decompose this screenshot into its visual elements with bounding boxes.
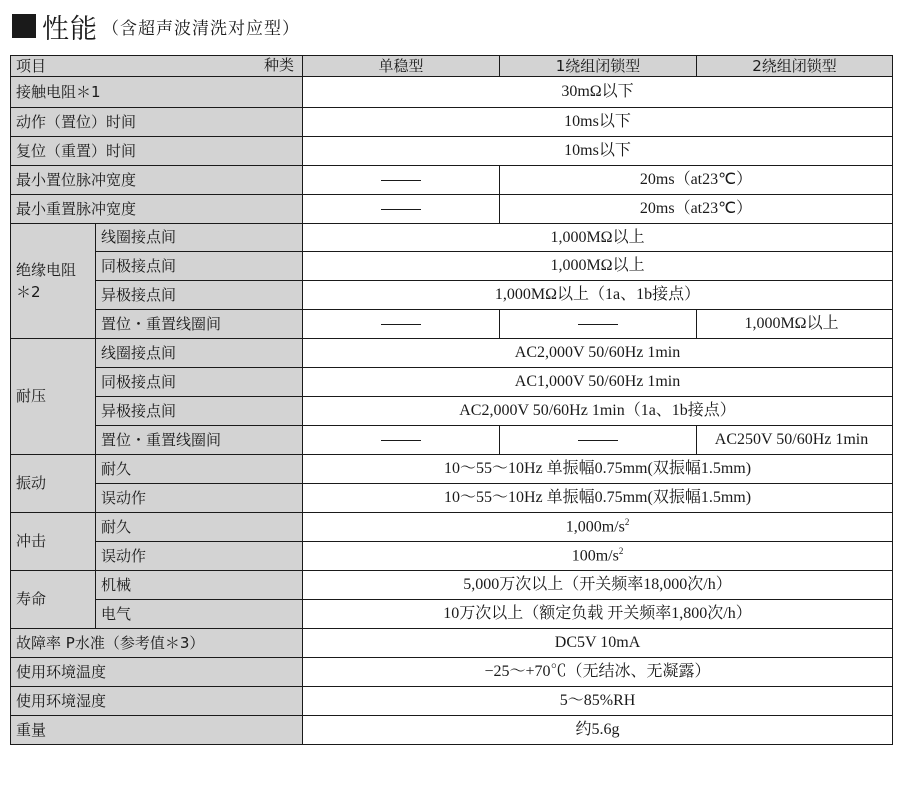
insulation-same-pole-value: 1,000MΩ以上 [303, 252, 893, 281]
table-row [11, 77, 893, 108]
table-row [11, 600, 893, 629]
table-row [11, 195, 893, 224]
table-row [11, 716, 893, 745]
min-set-pulse-label: 最小置位脉冲宽度 [11, 166, 303, 195]
insulation-label-line1: 绝缘电阻 [16, 261, 77, 279]
withstand-set-reset-value: AC250V 50/60Hz 1min [697, 426, 893, 455]
life-mechanical-label: 机械 [96, 571, 303, 600]
contact-resistance-label: 接触电阻＊1 [11, 77, 303, 108]
title-main: 性能 [42, 13, 98, 45]
dash-mark [578, 324, 618, 325]
vibration-endurance-value: 10～55～10Hz 单振幅0.75mm(双振幅1.5mm) [303, 455, 893, 484]
shock-endurance-number: 1,000m/s [565, 518, 625, 536]
table-row [11, 513, 893, 542]
vibration-malfunction-value: 10～55～10Hz 单振幅0.75mm(双振幅1.5mm) [303, 484, 893, 513]
withstand-coil-contact-label: 线圈接点间 [96, 339, 303, 368]
withstand-coil-contact-value: AC2,000V 50/60Hz 1min [303, 339, 893, 368]
shock-endurance-label: 耐久 [96, 513, 303, 542]
header-col-1-coil-latching: 1绕组闭锁型 [500, 56, 697, 77]
min-reset-pulse-label: 最小重置脉冲宽度 [11, 195, 303, 224]
insulation-set-reset-label: 置位・重置线圈间 [96, 310, 303, 339]
weight-label: 重量 [11, 716, 303, 745]
shock-malfunction-label: 误动作 [96, 542, 303, 571]
ambient-temp-value: −25～+70℃（无结冰、无凝露） [303, 658, 893, 687]
withstand-diff-pole-value: AC2,000V 50/60Hz 1min（1a、1b接点） [303, 397, 893, 426]
vibration-endurance-label: 耐久 [96, 455, 303, 484]
life-mechanical-value: 5,000万次以上（开关频率18,000次/h） [303, 571, 893, 600]
withstand-diff-pole-label: 异极接点间 [96, 397, 303, 426]
dash-mark [381, 180, 421, 181]
insulation-diff-pole-label: 异极接点间 [96, 281, 303, 310]
ambient-humidity-label: 使用环境湿度 [11, 687, 303, 716]
insulation-group-label [11, 224, 96, 339]
release-time-value: 10ms以下 [303, 137, 893, 166]
vibration-malfunction-label: 误动作 [96, 484, 303, 513]
table-row [11, 339, 893, 368]
shock-group-label: 冲击 [11, 513, 96, 571]
shock-endurance-value [303, 513, 893, 542]
shock-endurance-exp: 2 [624, 517, 630, 528]
table-row [11, 397, 893, 426]
life-group-label: 寿命 [11, 571, 96, 629]
withstand-set-reset-na-1 [303, 426, 500, 455]
performance-table [10, 55, 893, 745]
header-item-kind [11, 56, 303, 77]
table-row [11, 426, 893, 455]
dash-mark [381, 324, 421, 325]
dash-mark [381, 440, 421, 441]
table-row [11, 137, 893, 166]
insulation-set-reset-na-2 [500, 310, 697, 339]
header-col-single-stable: 单稳型 [303, 56, 500, 77]
table-row [11, 368, 893, 397]
table-row [11, 281, 893, 310]
table-row [11, 310, 893, 339]
contact-resistance-value: 30mΩ以下 [303, 77, 893, 108]
title-sub: （含超声波清洗对应型） [102, 18, 300, 39]
insulation-label-line2: ＊2 [16, 283, 41, 301]
table-row [11, 224, 893, 252]
withstand-set-reset-na-2 [500, 426, 697, 455]
table-row [11, 484, 893, 513]
ambient-humidity-value: 5～85%RH [303, 687, 893, 716]
page-title [12, 6, 300, 46]
operate-time-value: 10ms以下 [303, 108, 893, 137]
vibration-group-label: 振动 [11, 455, 96, 513]
min-set-pulse-value: 20ms（at23℃） [500, 166, 893, 195]
life-electrical-value: 10万次以上（额定负载 开关频率1,800次/h） [303, 600, 893, 629]
insulation-diff-pole-value: 1,000MΩ以上（1a、1b接点） [303, 281, 893, 310]
operate-time-label: 动作（置位）时间 [11, 108, 303, 137]
insulation-same-pole-label: 同极接点间 [96, 252, 303, 281]
min-reset-pulse-value: 20ms（at23℃） [500, 195, 893, 224]
table-row [11, 455, 893, 484]
table-row [11, 166, 893, 195]
release-time-label: 复位（重置）时间 [11, 137, 303, 166]
life-electrical-label: 电气 [96, 600, 303, 629]
min-reset-pulse-na [303, 195, 500, 224]
header-col-2-coil-latching: 2绕组闭锁型 [697, 56, 893, 77]
header-item: 项目 [16, 56, 47, 75]
table-header-row [11, 56, 893, 77]
min-set-pulse-na [303, 166, 500, 195]
insulation-coil-contact-value: 1,000MΩ以上 [303, 224, 893, 252]
table-row [11, 108, 893, 137]
withstand-same-pole-label: 同极接点间 [96, 368, 303, 397]
insulation-set-reset-value: 1,000MΩ以上 [697, 310, 893, 339]
failure-rate-value: DC5V 10mA [303, 629, 893, 658]
header-kind: 种类 [264, 56, 295, 74]
ambient-temp-label: 使用环境温度 [11, 658, 303, 687]
insulation-coil-contact-label: 线圈接点间 [96, 224, 303, 252]
shock-malfunction-exp: 2 [618, 546, 624, 557]
withstand-set-reset-label: 置位・重置线圈间 [96, 426, 303, 455]
table-row [11, 629, 893, 658]
table-row [11, 252, 893, 281]
square-bullet-icon [12, 14, 36, 38]
table-row [11, 687, 893, 716]
table-row [11, 542, 893, 571]
shock-malfunction-value [303, 542, 893, 571]
failure-rate-label: 故障率 P水准（参考值＊3） [11, 629, 303, 658]
shock-malfunction-number: 100m/s [571, 547, 619, 565]
withstand-same-pole-value: AC1,000V 50/60Hz 1min [303, 368, 893, 397]
insulation-set-reset-na-1 [303, 310, 500, 339]
dash-mark [381, 209, 421, 210]
withstand-group-label: 耐压 [11, 339, 96, 455]
dash-mark [578, 440, 618, 441]
table-row [11, 658, 893, 687]
table-row [11, 571, 893, 600]
weight-value: 约5.6g [303, 716, 893, 745]
